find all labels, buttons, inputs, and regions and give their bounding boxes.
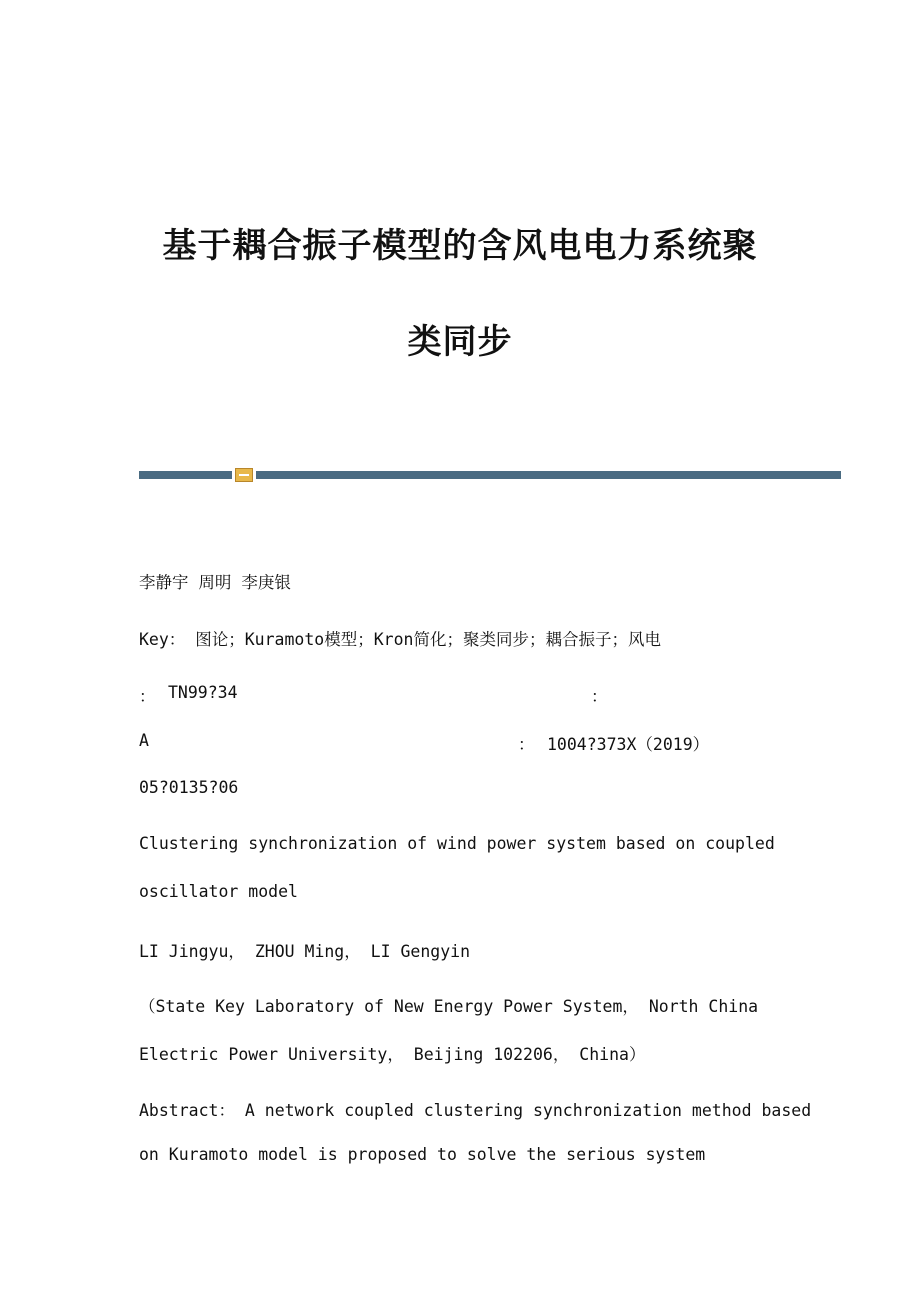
authors-chinese: 李静宇 周明 李庚银 bbox=[139, 573, 291, 592]
ornament-icon bbox=[235, 468, 253, 482]
article-id-label-colon: ： bbox=[518, 735, 535, 754]
keywords: Key： 图论；Kuramoto模型；Kron简化；聚类同步；耦合振子；风电 bbox=[139, 630, 661, 649]
english-title-line-1: Clustering synchronization of wind power system based on coupled bbox=[139, 834, 775, 853]
clc-label-colon: ： bbox=[139, 687, 156, 706]
article-id-continued: 05?0135?06 bbox=[139, 778, 239, 797]
abstract-line-1: Abstract： A network coupled clustering synchronization method based bbox=[139, 1101, 812, 1120]
paper-title-line-2: 类同步 bbox=[407, 322, 513, 362]
decorative-rule-left bbox=[139, 471, 232, 479]
decorative-rule-right bbox=[256, 471, 841, 479]
authors-english: LI Jingyu， ZHOU Ming， LI Gengyin bbox=[139, 942, 471, 961]
abstract-line-2: on Kuramoto model is proposed to solve the serious system bbox=[139, 1145, 706, 1164]
affiliation-line-1: （State Key Laboratory of New Energy Power System， North China bbox=[139, 997, 759, 1016]
doc-code-label-colon: ： bbox=[591, 687, 608, 706]
article-id: 1004?373X（2019） bbox=[547, 735, 710, 754]
english-title-line-2: oscillator model bbox=[139, 882, 298, 901]
paper-title-line-1: 基于耦合振子模型的含风电电力系统聚 bbox=[162, 226, 758, 266]
clc-code: TN99?34 bbox=[168, 683, 238, 702]
affiliation-line-2: Electric Power University， Beijing 102206， China） bbox=[139, 1045, 646, 1064]
document-code: A bbox=[139, 731, 149, 750]
